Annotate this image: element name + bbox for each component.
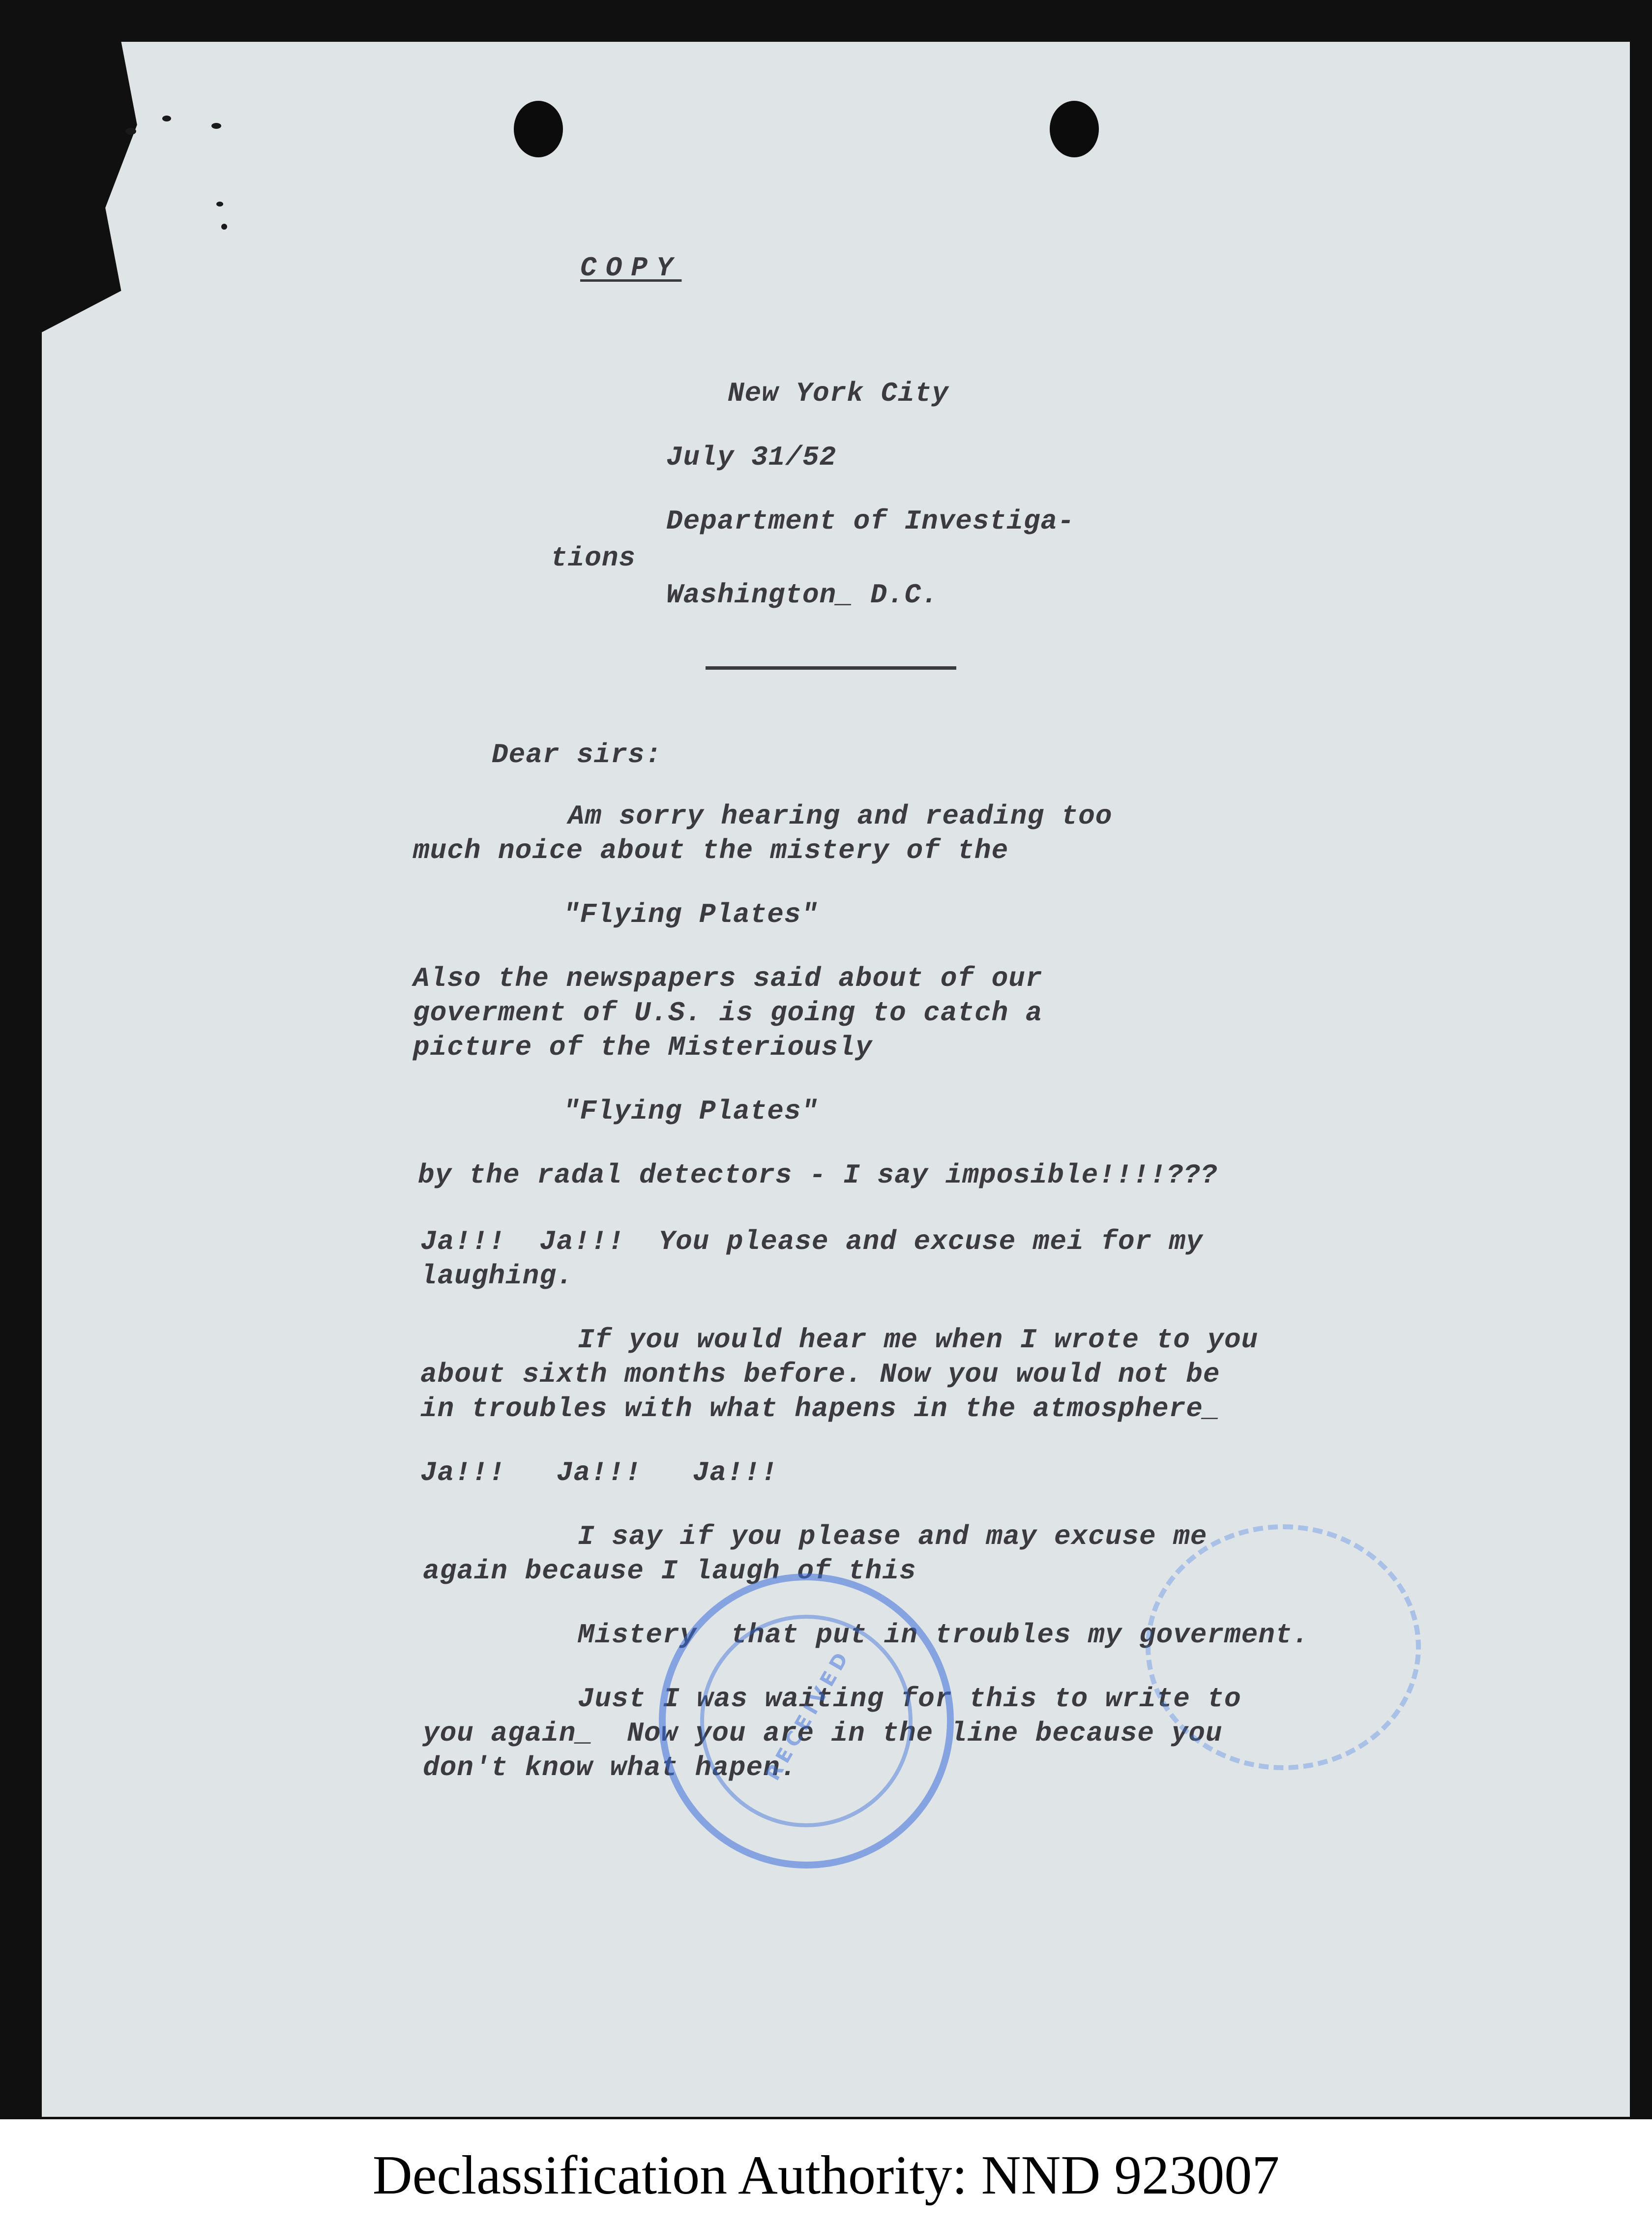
addressee-line-2: tions <box>551 542 636 574</box>
salutation: Dear sirs: <box>492 739 662 771</box>
torn-edge-mark <box>162 116 171 121</box>
punch-hole-left <box>514 101 563 157</box>
torn-edge-mark <box>125 128 136 135</box>
addressee-line-3: Washington_ D.C. <box>666 579 939 611</box>
body-line: don't know what hapen. <box>423 1752 797 1783</box>
body-line: Mistery that put in troubles my goverment. <box>578 1619 1310 1651</box>
body-line: goverment of U.S. is going to catch a <box>413 997 1043 1029</box>
body-line: I say if you please and may excuse me <box>578 1521 1208 1552</box>
sender-city: New York City <box>728 378 949 409</box>
copy-heading: COPY <box>580 252 682 284</box>
body-line: "Flying Plates" <box>563 899 819 930</box>
body-line: you again_ Now you are in the line because you <box>423 1718 1223 1749</box>
divider-rule <box>706 666 956 670</box>
body-line: about sixth months before. Now you would not be <box>420 1359 1220 1390</box>
body-line: Just I was waiting for this to write to <box>578 1683 1241 1715</box>
body-line: in troubles with what hapens in the atmosphere_ <box>420 1393 1220 1424</box>
body-line: Also the newspapers said about of our <box>413 963 1043 994</box>
body-line: "Flying Plates" <box>563 1096 819 1127</box>
received-stamp <box>659 1573 954 1869</box>
addressee-line-1: Department of Investiga- <box>666 505 1075 537</box>
stamp-text: RECEIVED <box>761 1645 856 1784</box>
body-line: again because I laugh of this <box>423 1555 916 1587</box>
torn-edge-mark <box>216 202 223 207</box>
declassification-footer: Declassification Authority: NND 923007 <box>372 2145 1280 2206</box>
torn-edge-mark <box>221 224 227 230</box>
body-line: laughing. <box>420 1260 574 1292</box>
torn-edge-mark <box>211 123 221 129</box>
body-line: Ja!!! Ja!!! Ja!!! <box>420 1457 778 1488</box>
body-line: by the radal detectors - I say imposible!!!!??? <box>418 1159 1218 1191</box>
body-line: Am sorry hearing and reading too <box>568 801 1113 832</box>
faded-stamp <box>1146 1524 1421 1770</box>
body-line: much noice about the mistery of the <box>413 835 1009 866</box>
body-line: picture of the Misteriously <box>413 1032 873 1063</box>
punch-hole-right <box>1050 101 1099 157</box>
body-line: Ja!!! Ja!!! You please and excuse mei for my <box>420 1226 1203 1257</box>
body-line: If you would hear me when I wrote to you <box>578 1324 1259 1356</box>
letter-date: July 31/52 <box>666 442 837 473</box>
